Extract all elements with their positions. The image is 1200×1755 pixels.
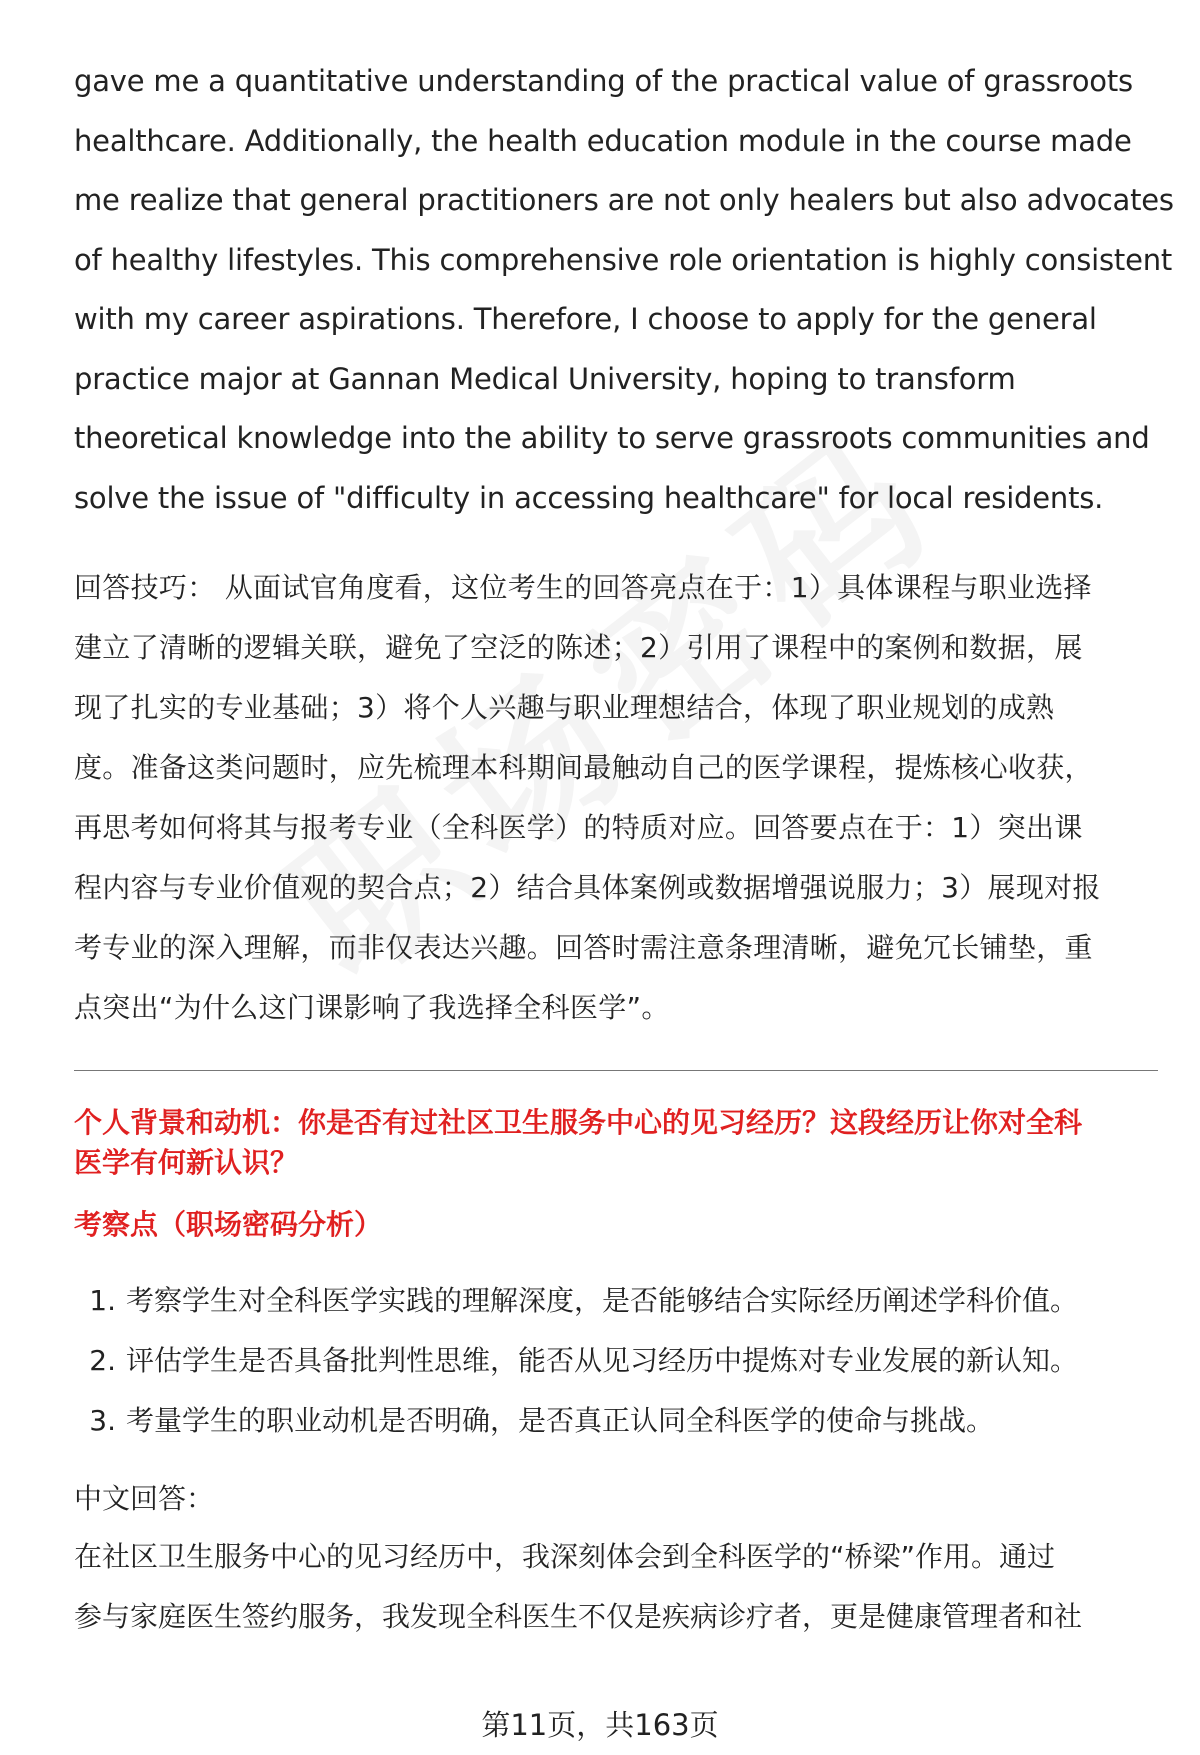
text-line: 建立了清晰的逻辑关联，避免了空泛的陈述；2）引用了课程中的案例和数据，展: [74, 631, 1083, 664]
section-divider: [74, 1070, 1158, 1071]
list-item-text: 考察学生对全科医学实践的理解深度，是否能够结合实际经历阐述学科价值。: [126, 1284, 1079, 1317]
assessment-points-heading: 考察点（职场密码分析）: [74, 1208, 383, 1241]
text-line: gave me a quantitative understanding of the practical value of grassroots: [74, 64, 1133, 98]
page-number-footer: 第11页，共163页: [481, 1708, 719, 1742]
text-line: 医学有何新认识？: [74, 1146, 299, 1179]
answer-tips-paragraph: [74, 558, 1158, 1038]
text-line: 程内容与专业价值观的契合点；2）结合具体案例或数据增强说服力；3）展现对报: [74, 871, 1101, 904]
list-item-text: 评估学生是否具备批判性思维，能否从见习经历中提炼对专业发展的新认知。: [126, 1344, 1079, 1377]
list-item-number: 1.: [89, 1284, 116, 1317]
text-line: solve the issue of "difficulty in accessing healthcare" for local residents.: [74, 480, 1104, 515]
list-item: [74, 1271, 1158, 1331]
text-line: healthcare. Additionally, the health education module in the course made: [74, 123, 1132, 158]
chinese-answer-paragraph: [74, 1527, 1158, 1647]
list-item-text: 考量学生的职业动机是否明确，是否真正认同全科医学的使命与挑战。: [126, 1404, 995, 1437]
text-line: 参与家庭医生签约服务，我发现全科医生不仅是疾病诊疗者，更是健康管理者和社: [74, 1600, 1083, 1633]
text-line: 回答技巧： 从面试官角度看，这位考生的回答亮点在于：1）具体课程与职业选择: [74, 571, 1092, 604]
text-line: with my career aspirations. Therefore, I choose to apply for the general: [74, 302, 1097, 336]
text-line: me realize that general practitioners are not only healers but also advocates: [74, 183, 1174, 217]
text-line: of healthy lifestyles. This comprehensive role orientation is highly consistent: [74, 242, 1173, 277]
text-line: 现了扎实的专业基础；3）将个人兴趣与职业理想结合，体现了职业规划的成熟: [74, 691, 1055, 724]
chinese-answer-label: 中文回答：: [74, 1482, 215, 1515]
question-heading: [74, 1103, 1158, 1183]
text-line: 再思考如何将其与报考专业（全科医学）的特质对应。回答要点在于：1）突出课: [74, 811, 1083, 844]
text-line: 在社区卫生服务中心的见习经历中，我深刻体会到全科医学的“桥梁”作用。通过: [74, 1540, 1056, 1573]
list-item: [74, 1391, 1158, 1451]
text-line: 个人背景和动机：你是否有过社区卫生服务中心的见习经历？这段经历让你对全科: [74, 1106, 1083, 1139]
list-item-number: 2.: [89, 1344, 116, 1377]
text-line: 度。准备这类问题时，应先梳理本科期间最触动自己的医学课程，提炼核心收获，: [74, 751, 1093, 784]
list-item: [74, 1331, 1158, 1391]
assessment-points-list: [74, 1271, 1158, 1451]
text-line: 考专业的深入理解，而非仅表达兴趣。回答时需注意条理清晰，避免冗长铺垫，重: [74, 931, 1093, 964]
text-line: practice major at Gannan Medical University, hoping to transform: [74, 361, 1016, 396]
text-line: 点突出“为什么这门课影响了我选择全科医学”。: [74, 991, 670, 1024]
text-line: theoretical knowledge into the ability to serve grassroots communities and: [74, 421, 1150, 455]
english-answer-paragraph: [74, 52, 1174, 528]
page-content: [74, 52, 1174, 1647]
list-item-number: 3.: [89, 1404, 116, 1437]
